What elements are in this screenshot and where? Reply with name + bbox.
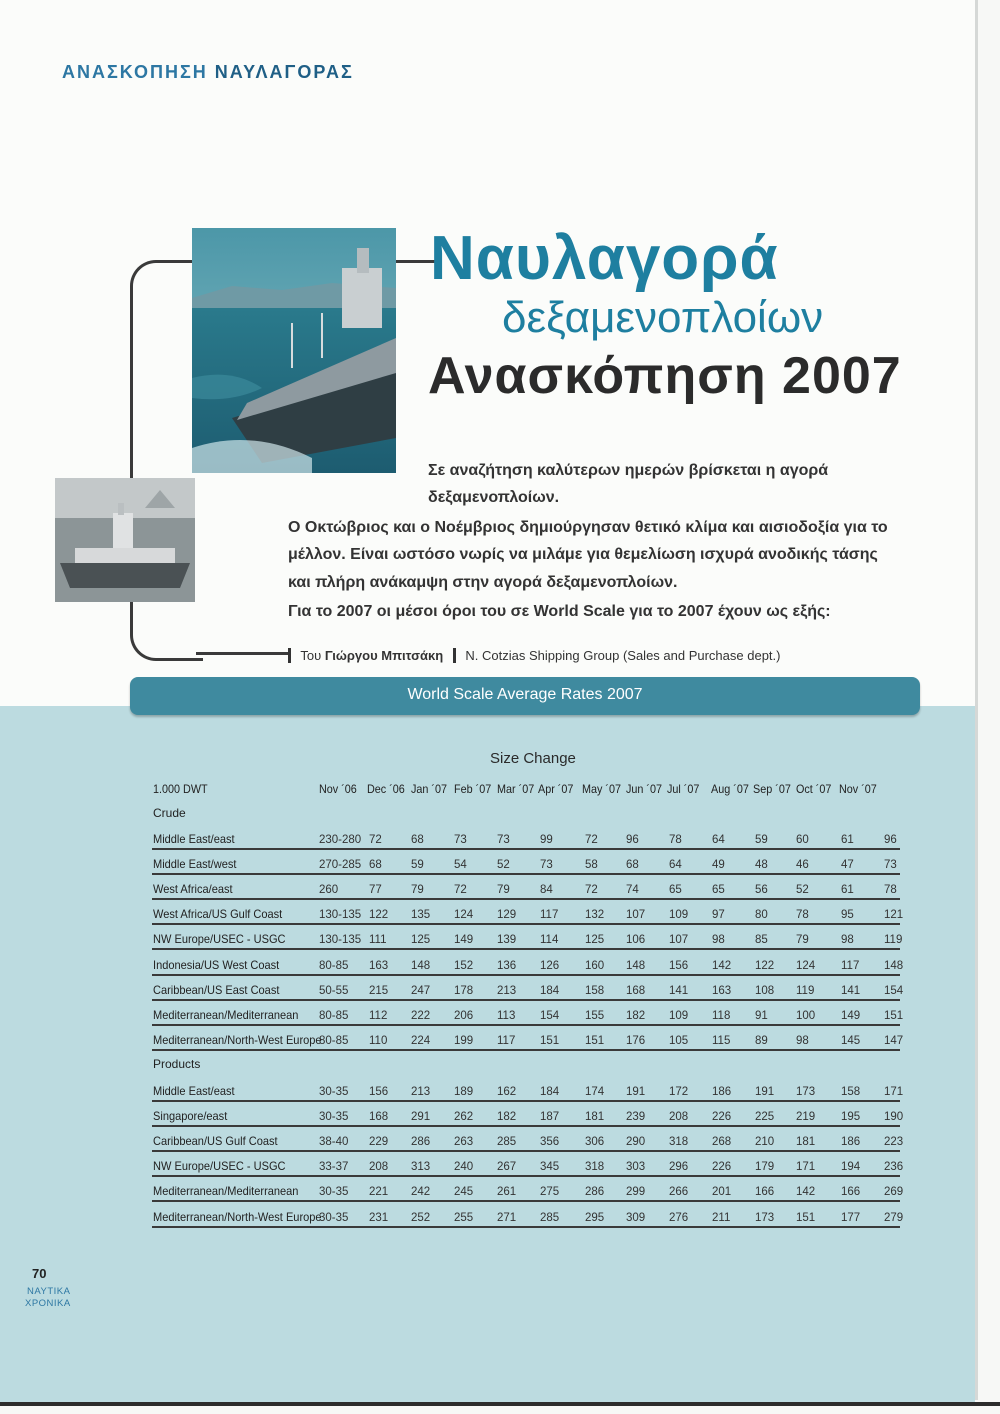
- magazine-name-2: ΧΡΟΝΙΚΑ: [25, 1298, 71, 1309]
- table-cell: 73: [884, 859, 897, 872]
- table-row-label: NW Europe/USEC - USGC: [153, 932, 286, 947]
- bracket-top-line: [395, 260, 435, 263]
- section-label: [62, 62, 354, 83]
- table-cell: 95: [841, 909, 854, 922]
- table-cell: 119: [884, 934, 903, 947]
- table-cell: 47: [841, 859, 854, 872]
- title-line-3: Ανασκόπηση 2007: [428, 347, 902, 405]
- table-cell: 179: [755, 1161, 775, 1174]
- table-cell: 79: [796, 934, 809, 947]
- table-cell: 97: [712, 909, 725, 922]
- table-cell: 260: [319, 884, 339, 897]
- table-cell: 155: [585, 1009, 605, 1022]
- table-cell: 290: [626, 1136, 646, 1149]
- table-cell: 80-85: [319, 959, 349, 972]
- table-cell: 68: [369, 859, 382, 872]
- table-row-rule: [152, 1049, 900, 1051]
- table-cell: 148: [884, 959, 904, 972]
- table-row: [152, 976, 904, 1001]
- table-cell: 163: [369, 959, 389, 972]
- table-cell: 222: [411, 1009, 431, 1022]
- table-cell: 285: [540, 1211, 560, 1224]
- table-cell: 160: [585, 959, 605, 972]
- table-cell: 129: [497, 909, 517, 922]
- table-cell: 56: [755, 884, 768, 897]
- table-cell: 149: [454, 934, 474, 947]
- table-cell: 162: [497, 1086, 517, 1098]
- magazine-name-1: ΝΑΥΤΙΚΑ: [27, 1286, 71, 1297]
- table-cell: 171: [796, 1161, 816, 1174]
- byline-company: N. Cotzias Shipping Group (Sales and Purchase dept.): [465, 648, 781, 663]
- table-month-header: Oct ´07: [796, 782, 832, 796]
- table-cell: 149: [841, 1009, 861, 1022]
- table-cell: 186: [841, 1136, 861, 1149]
- table-month-header: Mar ´07: [497, 782, 535, 796]
- table-cell: 309: [626, 1211, 646, 1224]
- table-row: [152, 1026, 904, 1051]
- table-row-rule: [152, 1226, 900, 1228]
- table-row: [152, 951, 904, 976]
- table-cell: 73: [454, 834, 467, 846]
- table-cell: 286: [585, 1186, 605, 1199]
- table-row-label: Mediterranean/Mediterranean: [153, 1184, 299, 1199]
- page-bottom-edge: [0, 1402, 1000, 1406]
- table-cell: 261: [497, 1186, 517, 1199]
- table-row: [152, 1127, 904, 1152]
- table-cell: 263: [454, 1136, 474, 1149]
- table-cell: 181: [585, 1111, 605, 1124]
- table-cell: 226: [712, 1161, 732, 1174]
- table-cell: 182: [626, 1009, 646, 1022]
- table-cell: 110: [369, 1034, 388, 1047]
- table-cell: 151: [884, 1009, 904, 1022]
- table-cell: 125: [585, 934, 605, 947]
- table-cell: 156: [369, 1086, 389, 1098]
- byline-bar: [288, 648, 291, 663]
- table-row: [152, 825, 900, 850]
- section-label-dark: ΝΑΥΛΑΓΟΡΑΣ: [214, 62, 354, 82]
- table-cell: 124: [796, 959, 816, 972]
- table-row-label: NW Europe/USEC - USGC: [153, 1159, 286, 1174]
- table-cell: 187: [540, 1111, 560, 1124]
- table-row: [152, 1102, 904, 1127]
- table-cell: 142: [796, 1186, 816, 1199]
- table-cell: 194: [841, 1161, 861, 1174]
- table-cell: 181: [796, 1136, 816, 1149]
- table-cell: 52: [497, 859, 510, 872]
- table-cell: 59: [755, 834, 768, 846]
- table-banner: [130, 677, 920, 715]
- table-cell: 33-37: [319, 1161, 349, 1174]
- table-cell: 173: [755, 1211, 775, 1224]
- table-cell: 269: [884, 1186, 904, 1199]
- table-cell: 135: [411, 909, 431, 922]
- table-row: [152, 1203, 904, 1228]
- table-cell: 191: [626, 1086, 646, 1098]
- table-cell: 285: [497, 1136, 517, 1149]
- table-cell: 111: [369, 934, 387, 947]
- table-cell: 78: [884, 884, 897, 897]
- table-cell: 50-55: [319, 984, 349, 997]
- title-line-1: Ναυλαγορά: [430, 224, 779, 293]
- table-cell: 199: [454, 1034, 474, 1047]
- table-cell: 118: [712, 1009, 731, 1022]
- byline: [288, 648, 780, 663]
- table-cell: 30-35: [319, 1211, 349, 1224]
- table-cell: 318: [669, 1136, 689, 1149]
- table-month-header: May ´07: [582, 782, 622, 796]
- table-cell: 48: [755, 859, 768, 872]
- table-cell: 184: [540, 984, 560, 997]
- table-cell: 231: [369, 1211, 389, 1224]
- table-row: [152, 925, 903, 950]
- table-cell: 49: [712, 859, 725, 872]
- table-cell: 59: [411, 859, 424, 872]
- table-cell: 267: [497, 1161, 517, 1174]
- table-cell: 215: [369, 984, 389, 997]
- table-cell: 158: [585, 984, 605, 997]
- table-cell: 98: [712, 934, 725, 947]
- byline-bar: [453, 648, 456, 663]
- table-cell: 195: [841, 1111, 861, 1124]
- table-group-title: Size Change: [490, 750, 576, 767]
- intro-line: και πλήρη ανάκαμψη στην αγορά δεξαμενοπλοίων.: [288, 574, 678, 591]
- table-cell: 124: [454, 909, 474, 922]
- table-cell: 154: [540, 1009, 560, 1022]
- table-cell: 186: [712, 1086, 732, 1098]
- table-cell: 252: [411, 1211, 431, 1224]
- table-cell: 54: [454, 859, 467, 872]
- table-row-label: Mediterranean/Mediterranean: [153, 1007, 299, 1022]
- table-cell: 230-280: [319, 834, 362, 846]
- table-cell: 306: [585, 1136, 605, 1149]
- table-row-label: West Africa/east: [153, 882, 233, 897]
- table-cell: 65: [669, 884, 682, 897]
- table-cell: 72: [369, 834, 382, 846]
- table-cell: 213: [497, 984, 517, 997]
- table-cell: 65: [712, 884, 725, 897]
- table-cell: 178: [454, 984, 474, 997]
- table-cell: 38-40: [319, 1136, 349, 1149]
- intro-line: δεξαμενοπλοίων.: [428, 489, 560, 506]
- table-row-label: Caribbean/US Gulf Coast: [153, 1134, 278, 1149]
- section-label-blue: ΑΝΑΣΚΟΠΗΣΗ: [62, 62, 208, 82]
- byline-author: Γιώργου Μπιτσάκη: [324, 648, 444, 663]
- table-cell: 313: [411, 1161, 431, 1174]
- table-row-label: Indonesia/US West Coast: [153, 957, 280, 972]
- table-cell: 291: [411, 1111, 431, 1124]
- table-cell: 147: [884, 1034, 904, 1047]
- table-cell: 208: [669, 1111, 689, 1124]
- byline-prefix: Του: [300, 648, 322, 663]
- table-cell: 219: [796, 1111, 816, 1124]
- table-cell: 158: [841, 1086, 861, 1098]
- table-cell: 72: [585, 834, 598, 846]
- table-cell: 318: [585, 1161, 605, 1174]
- table-month-header: Aug ´07: [711, 782, 749, 796]
- table-cell: 268: [712, 1136, 732, 1149]
- table-cell: 145: [841, 1034, 861, 1047]
- table-cell: 189: [454, 1086, 474, 1098]
- table-cell: 72: [454, 884, 467, 897]
- table-cell: 172: [669, 1086, 689, 1098]
- table-cell: 151: [585, 1034, 605, 1047]
- table-cell: 142: [712, 959, 732, 972]
- table-cell: 255: [454, 1211, 474, 1224]
- table-row: [152, 1152, 904, 1177]
- table-month-header: Feb ´07: [454, 782, 492, 796]
- tanker-photo-small: [55, 478, 195, 602]
- table-cell: 163: [712, 984, 732, 997]
- table-cell: 52: [796, 884, 809, 897]
- intro-line: Ο Οκτώβριος και ο Νοέμβριος δημιούργησαν θετικό κλίμα και αισιοδοξία για το: [288, 519, 888, 536]
- table-cell: 85: [755, 934, 768, 947]
- table-cell: 30-35: [319, 1186, 349, 1199]
- table-cell: 148: [411, 959, 431, 972]
- table-cell: 190: [884, 1111, 904, 1124]
- table-row: [152, 1177, 904, 1202]
- page-edge-shadow: [975, 0, 978, 1400]
- table-cell: 80: [755, 909, 768, 922]
- table-cell: 270-285: [319, 859, 362, 872]
- table-cell: 107: [626, 909, 646, 922]
- table-cell: 80-85: [319, 1034, 349, 1047]
- table-cell: 223: [884, 1136, 904, 1149]
- table-row: [152, 1001, 904, 1026]
- table-row-label: Middle East/east: [153, 1084, 235, 1098]
- table-cell: 236: [884, 1161, 904, 1174]
- table-cell: 201: [712, 1186, 732, 1199]
- table-cell: 77: [369, 884, 382, 897]
- table-cell: 166: [841, 1186, 861, 1199]
- table-panel-lower: [0, 1236, 975, 1402]
- table-cell: 96: [884, 834, 897, 846]
- table-cell: 46: [796, 859, 809, 872]
- table-month-header: Sep ´07: [753, 782, 791, 796]
- table-cell: 79: [411, 884, 424, 897]
- table-cell: 286: [411, 1136, 431, 1149]
- table-cell: 136: [497, 959, 517, 972]
- page-number: 70: [32, 1266, 47, 1281]
- table-cell: 30-35: [319, 1086, 349, 1098]
- table-cell: 229: [369, 1136, 389, 1149]
- table-cell: 151: [540, 1034, 560, 1047]
- table-cell: 132: [585, 909, 605, 922]
- table-cell: 226: [712, 1111, 732, 1124]
- table-cell: 295: [585, 1211, 605, 1224]
- table-cell: 91: [755, 1009, 768, 1022]
- table-category-crude: Crude: [153, 806, 186, 820]
- table-cell: 119: [796, 984, 815, 997]
- table-cell: 245: [454, 1186, 474, 1199]
- table-cell: 271: [497, 1211, 517, 1224]
- table-cell: 156: [669, 959, 689, 972]
- table-cell: 78: [669, 834, 682, 846]
- table-cell: 279: [884, 1211, 904, 1224]
- intro-line: Για το 2007 οι μέσοι όροι του σε World Scale για το 2007 έχουν ως εξής:: [288, 603, 831, 620]
- table-banner-title: World Scale Average Rates 2007: [407, 686, 643, 703]
- table-cell: 345: [540, 1161, 560, 1174]
- table-cell: 242: [411, 1186, 431, 1199]
- table-cell: 106: [626, 934, 646, 947]
- table-cell: 171: [884, 1086, 904, 1098]
- table-cell: 74: [626, 884, 639, 897]
- table-month-header: Nov ´06: [319, 782, 357, 796]
- table-cell: 174: [585, 1086, 605, 1098]
- table-cell: 262: [454, 1111, 474, 1124]
- table-cell: 98: [796, 1034, 809, 1047]
- table-cell: 64: [669, 859, 682, 872]
- table-cell: 239: [626, 1111, 646, 1124]
- table-cell: 61: [841, 834, 854, 846]
- table-cell: 151: [796, 1211, 816, 1224]
- table-cell: 73: [540, 859, 553, 872]
- table-cell: 154: [884, 984, 904, 997]
- table-cell: 130-135: [319, 909, 362, 922]
- table-cell: 60: [796, 834, 809, 846]
- table-month-header: Nov ´07: [839, 782, 877, 796]
- table-cell: 58: [585, 859, 598, 872]
- table-cell: 299: [626, 1186, 646, 1199]
- table-month-header: Jul ´07: [667, 782, 700, 796]
- table-cell: 107: [669, 934, 689, 947]
- table-row: [152, 875, 900, 900]
- table-cell: 109: [669, 1009, 689, 1022]
- table-cell: 68: [411, 834, 424, 846]
- table-row: [152, 850, 900, 875]
- table-cell: 108: [755, 984, 775, 997]
- table-cell: 115: [712, 1034, 731, 1047]
- table-cell: 112: [369, 1009, 388, 1022]
- table-cell: 208: [369, 1161, 389, 1174]
- table-cell: 182: [497, 1111, 517, 1124]
- table-cell: 173: [796, 1086, 816, 1098]
- table-cell: 168: [369, 1111, 389, 1124]
- table-month-header: Apr ´07: [538, 782, 574, 796]
- table-cell: 224: [411, 1034, 431, 1047]
- table-cell: 89: [755, 1034, 768, 1047]
- table-cell: 148: [626, 959, 646, 972]
- table-cell: 296: [669, 1161, 689, 1174]
- table-cell: 211: [712, 1211, 731, 1224]
- table-cell: 121: [884, 909, 904, 922]
- table-cell: 130-135: [319, 934, 362, 947]
- table-cell: 152: [454, 959, 474, 972]
- table-cell: 122: [755, 959, 775, 972]
- table-cell: 72: [585, 884, 598, 897]
- table-cell: 117: [497, 1034, 516, 1047]
- table-cell: 117: [841, 959, 860, 972]
- table-cell: 303: [626, 1161, 646, 1174]
- table-row-label: West Africa/US Gulf Coast: [153, 907, 283, 922]
- intro-line: Σε αναζήτηση καλύτερων ημερών βρίσκεται η αγορά: [428, 462, 829, 479]
- table-cell: 96: [626, 834, 639, 846]
- table-row-label: Caribbean/US East Coast: [153, 982, 280, 997]
- table-row-label: Mediterranean/North-West Europe: [153, 1032, 322, 1047]
- table-cell: 100: [796, 1009, 816, 1022]
- title-line-2: δεξαμενοπλοίων: [502, 293, 824, 342]
- table-cell: 30-35: [319, 1111, 349, 1124]
- table-cell: 141: [669, 984, 689, 997]
- table-category-products: Products: [153, 1057, 201, 1071]
- table-cell: 221: [369, 1186, 389, 1199]
- table-cell: 99: [540, 834, 553, 846]
- table-cell: 276: [669, 1211, 689, 1224]
- table-cell: 266: [669, 1186, 689, 1199]
- table-cell: 109: [669, 909, 689, 922]
- table-cell: 78: [796, 909, 809, 922]
- table-month-header: Jun ´07: [626, 782, 663, 796]
- bracket-bottom-line: [196, 652, 288, 655]
- table-cell: 98: [841, 934, 854, 947]
- table-row-label: Mediterranean/North-West Europe: [153, 1209, 322, 1224]
- table-cell: 213: [411, 1086, 431, 1098]
- table-cell: 356: [540, 1136, 560, 1149]
- tanker-photo-large: [192, 228, 396, 473]
- table-cell: 210: [755, 1136, 775, 1149]
- table-cell: 225: [755, 1111, 775, 1124]
- table-cell: 68: [626, 859, 639, 872]
- table-cell: 79: [497, 884, 510, 897]
- table-cell: 141: [841, 984, 861, 997]
- table-row-label: Singapore/east: [153, 1109, 228, 1124]
- table-row-label: Middle East/west: [153, 857, 237, 872]
- intro-line: μέλλον. Είναι ωστόσο νωρίς να μιλάμε για θεμελίωση ισχυρά ανοδικής τάσης: [288, 546, 878, 563]
- table-cell: 84: [540, 884, 553, 897]
- table-cell: 206: [454, 1009, 474, 1022]
- table-month-header: Jan ´07: [411, 782, 448, 796]
- table-month-header: Dec ´06: [367, 782, 405, 796]
- table-cell: 247: [411, 984, 431, 997]
- table-row: [152, 1077, 904, 1102]
- table-cell: 73: [497, 834, 510, 846]
- table-cell: 117: [540, 909, 559, 922]
- table-cell: 240: [454, 1161, 474, 1174]
- table-row: [152, 900, 904, 925]
- table-cell: 105: [669, 1034, 689, 1047]
- table-cell: 113: [497, 1009, 516, 1022]
- table-cell: 122: [369, 909, 389, 922]
- table-row-label: Middle East/east: [153, 832, 235, 846]
- table-cell: 176: [626, 1034, 646, 1047]
- table-cell: 64: [712, 834, 725, 846]
- table-cell: 125: [411, 934, 431, 947]
- table-cell: 168: [626, 984, 646, 997]
- table-cell: 177: [841, 1211, 861, 1224]
- table-cell: 126: [540, 959, 560, 972]
- table-dwt-header: 1.000 DWT: [153, 782, 208, 796]
- table-cell: 139: [497, 934, 517, 947]
- table-cell: 166: [755, 1186, 775, 1199]
- table-cell: 80-85: [319, 1009, 349, 1022]
- table-cell: 184: [540, 1086, 560, 1098]
- table-cell: 114: [540, 934, 559, 947]
- table-cell: 191: [755, 1086, 775, 1098]
- table-cell: 275: [540, 1186, 560, 1199]
- table-cell: 61: [841, 884, 854, 897]
